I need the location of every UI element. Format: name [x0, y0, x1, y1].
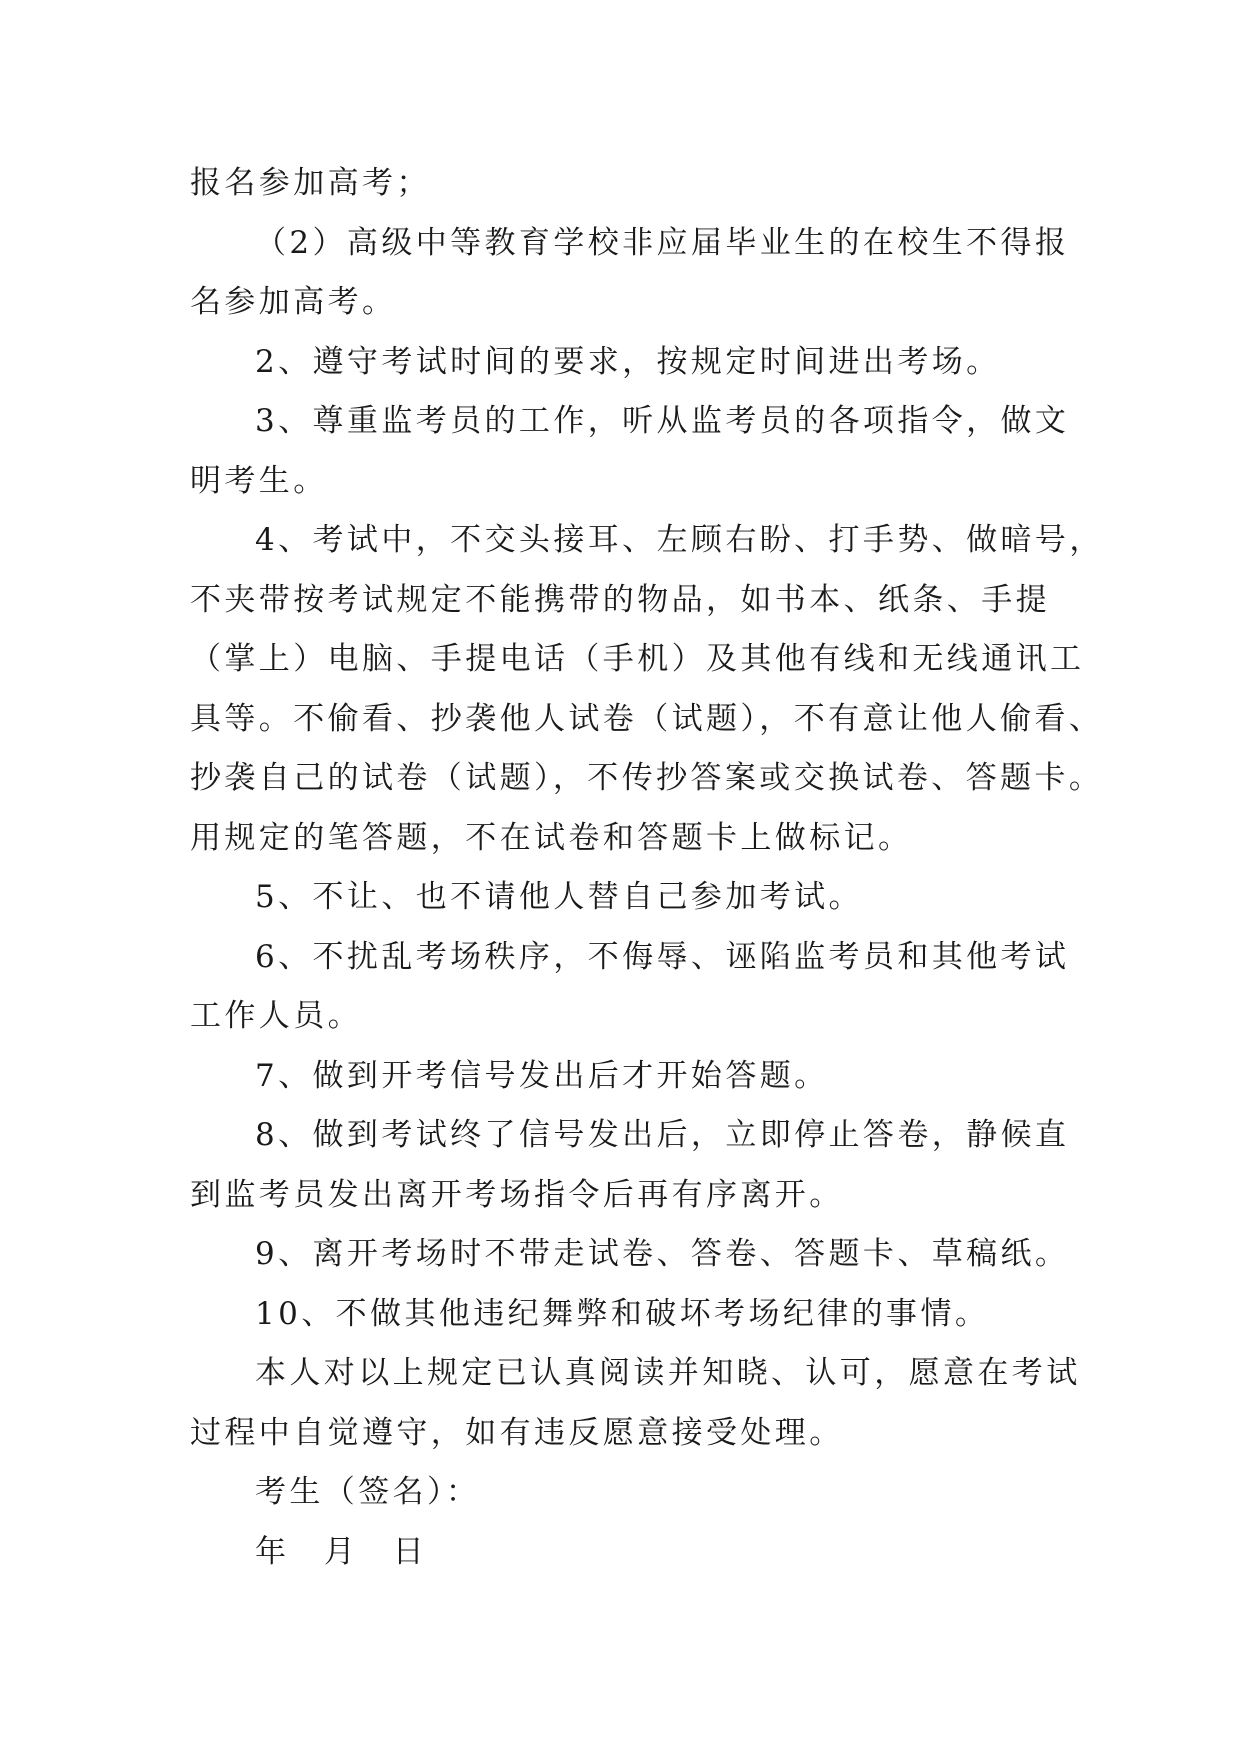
text-line: 7、做到开考信号发出后才开始答题。 [255, 1058, 829, 1094]
text-line: 过程中自觉遵守，如有违反愿意接受处理。 [190, 1415, 844, 1451]
text-line: 具等。不偷看、抄袭他人试卷（试题），不有意让他人偷看、 [190, 701, 1104, 737]
text-line: 5、不让、也不请他人替自己参加考试。 [255, 879, 863, 915]
text-line: 不夹带按考试规定不能携带的物品，如书本、纸条、手提 [190, 582, 1050, 618]
signature-label: 考生（签名）： [255, 1474, 481, 1510]
text-line: 抄袭自己的试卷（试题），不传抄答案或交换试卷、答题卡。 [190, 760, 1104, 796]
text-line: 10、不做其他违纪舞弊和破坏考场纪律的事情。 [255, 1296, 990, 1332]
text-line: 4、考试中，不交头接耳、左顾右盼、打手势、做暗号， [255, 522, 1104, 558]
text-line: 8、做到考试终了信号发出后，立即停止答卷，静候直 [255, 1117, 1070, 1153]
date-line: 年 月 日 [255, 1534, 438, 1570]
text-line: （掌上）电脑、手提电话（手机）及其他有线和无线通讯工 [190, 641, 1085, 677]
text-line: 3、尊重监考员的工作，听从监考员的各项指令，做文 [255, 403, 1070, 439]
text-line: 9、离开考场时不带走试卷、答卷、答题卡、草稿纸。 [255, 1236, 1070, 1272]
text-line: 本人对以上规定已认真阅读并知晓、认可，愿意在考试 [255, 1355, 1081, 1391]
text-line: 2、遵守考试时间的要求，按规定时间进出考场。 [255, 344, 1001, 380]
text-line: 明考生。 [190, 463, 328, 499]
text-line: 用规定的笔答题，不在试卷和答题卡上做标记。 [190, 820, 913, 856]
text-line: 报名参加高考； [190, 165, 431, 201]
text-line: （2）高级中等教育学校非应届毕业生的在校生不得报 [255, 225, 1070, 261]
text-line: 到监考员发出离开考场指令后再有序离开。 [190, 1177, 844, 1213]
text-line: 工作人员。 [190, 998, 362, 1034]
text-line: 名参加高考。 [190, 284, 397, 320]
text-line: 6、不扰乱考场秩序，不侮辱、诬陷监考员和其他考试 [255, 939, 1070, 975]
